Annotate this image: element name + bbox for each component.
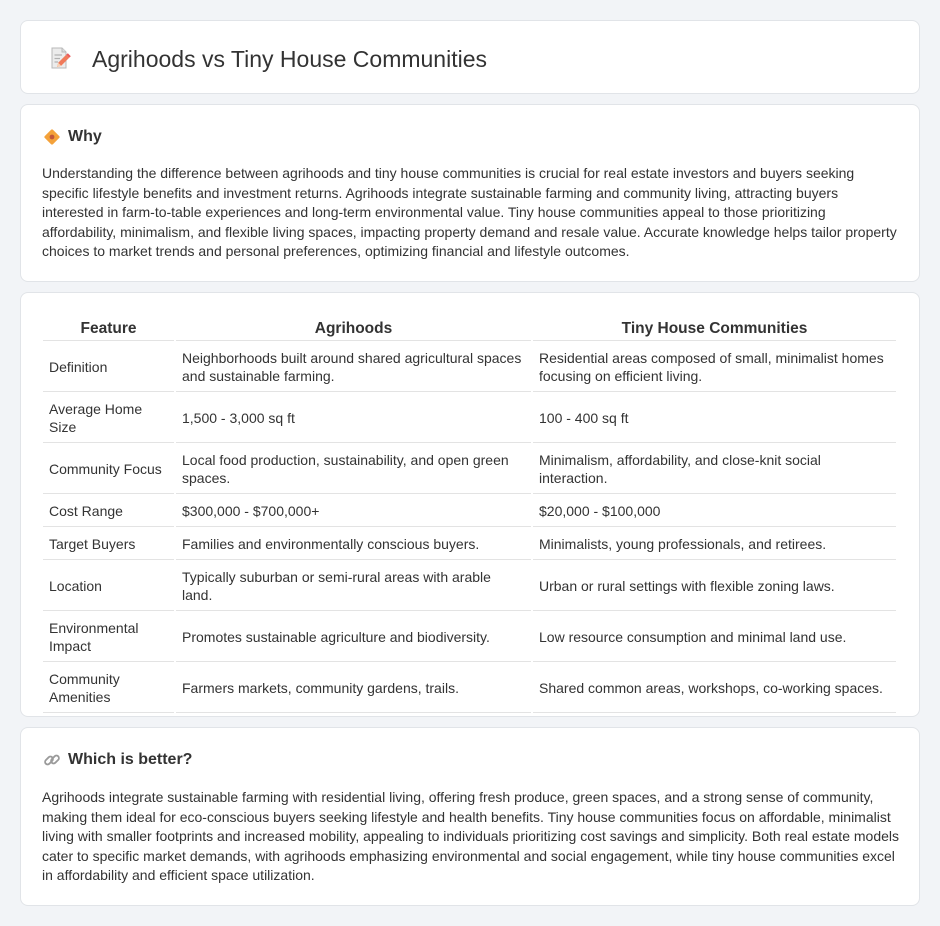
feature-cell: Community Amenities (43, 664, 174, 713)
table-row (43, 445, 896, 494)
which-is-better-section (20, 727, 920, 906)
feature-cell: Location (43, 562, 174, 611)
which-is-better-heading: Which is better? (68, 751, 193, 768)
column-header-agrihoods: Agrihoods (176, 317, 531, 341)
tiny-house-cell: Low resource consumption and minimal land use. (533, 613, 896, 662)
which-is-better-text: Agrihoods integrate sustainable farming with residential living, offering fresh produce, green spaces, and a strong sense of community, making them ideal for eco-conscious buyers seeking lifestyle and health benefits. Tiny house communities focus on affordable, minimalist living with smaller footprints and increased mobility, appealing to individuals prioritizing cost savings and simplicity. Both real estate models cater to specific market demands, with agrihoods emphasizing environmental and social engagement, while tiny house communities excel in affordability and efficient space utilization. (42, 789, 900, 884)
tiny-house-cell: Shared common areas, workshops, co-working spaces. (533, 664, 896, 713)
table-row (43, 496, 896, 527)
table-row (43, 562, 896, 611)
agrihoods-cell: Local food production, sustainability, and open green spaces. (176, 445, 531, 494)
agrihoods-cell: Typically suburban or semi-rural areas with arable land. (176, 562, 531, 611)
table-header-row (43, 317, 896, 341)
tiny-house-cell: Urban or rural settings with flexible zoning laws. (533, 562, 896, 611)
link-icon (43, 751, 61, 769)
column-header-feature: Feature (43, 317, 174, 341)
memo-pencil-icon (47, 46, 71, 70)
why-text: Understanding the difference between agrihoods and tiny house communities is crucial for real estate investors and buyers seeking specific lifestyle benefits and investment returns. Agrihoods integrate sustainable farming and community living, attracting buyers interested in farm-to-table experiences and long-term environmental value. Tiny house communities appeal to those prioritizing affordability, minimalism, and flexible living spaces, impacting property demand and resale value. Accurate knowledge helps tailor property choices to market trends and personal preferences, optimizing financial and lifestyle outcomes. (42, 165, 897, 260)
feature-cell: Average Home Size (43, 394, 174, 443)
tiny-house-cell: Minimalists, young professionals, and retirees. (533, 529, 896, 560)
agrihoods-cell: Families and environmentally conscious buyers. (176, 529, 531, 560)
which-is-better-header (43, 750, 192, 770)
header-card (20, 20, 920, 94)
table-row (43, 613, 896, 662)
tiny-house-cell: Minimalism, affordability, and close-knit social interaction. (533, 445, 896, 494)
agrihoods-cell: Promotes sustainable agriculture and biodiversity. (176, 613, 531, 662)
comparison-table (41, 315, 898, 715)
table-row (43, 394, 896, 443)
feature-cell: Environmental Impact (43, 613, 174, 662)
table-row (43, 343, 896, 392)
table-row (43, 529, 896, 560)
page-title: Agrihoods vs Tiny House Communities (92, 46, 487, 72)
why-heading: Why (68, 128, 102, 145)
agrihoods-cell: Neighborhoods built around shared agricultural spaces and sustainable farming. (176, 343, 531, 392)
tiny-house-cell: $20,000 - $100,000 (533, 496, 896, 527)
tiny-house-cell: Residential areas composed of small, minimalist homes focusing on efficient living. (533, 343, 896, 392)
feature-cell: Target Buyers (43, 529, 174, 560)
agrihoods-cell: 1,500 - 3,000 sq ft (176, 394, 531, 443)
feature-cell: Cost Range (43, 496, 174, 527)
agrihoods-cell: $300,000 - $700,000+ (176, 496, 531, 527)
tiny-house-cell: 100 - 400 sq ft (533, 394, 896, 443)
agrihoods-cell: Farmers markets, community gardens, trails. (176, 664, 531, 713)
why-section (20, 104, 920, 282)
table-row (43, 664, 896, 713)
feature-cell: Definition (43, 343, 174, 392)
why-header (43, 127, 102, 147)
diamond-icon (43, 128, 61, 146)
comparison-card (20, 292, 920, 717)
column-header-tiny-house: Tiny House Communities (533, 317, 896, 341)
feature-cell: Community Focus (43, 445, 174, 494)
